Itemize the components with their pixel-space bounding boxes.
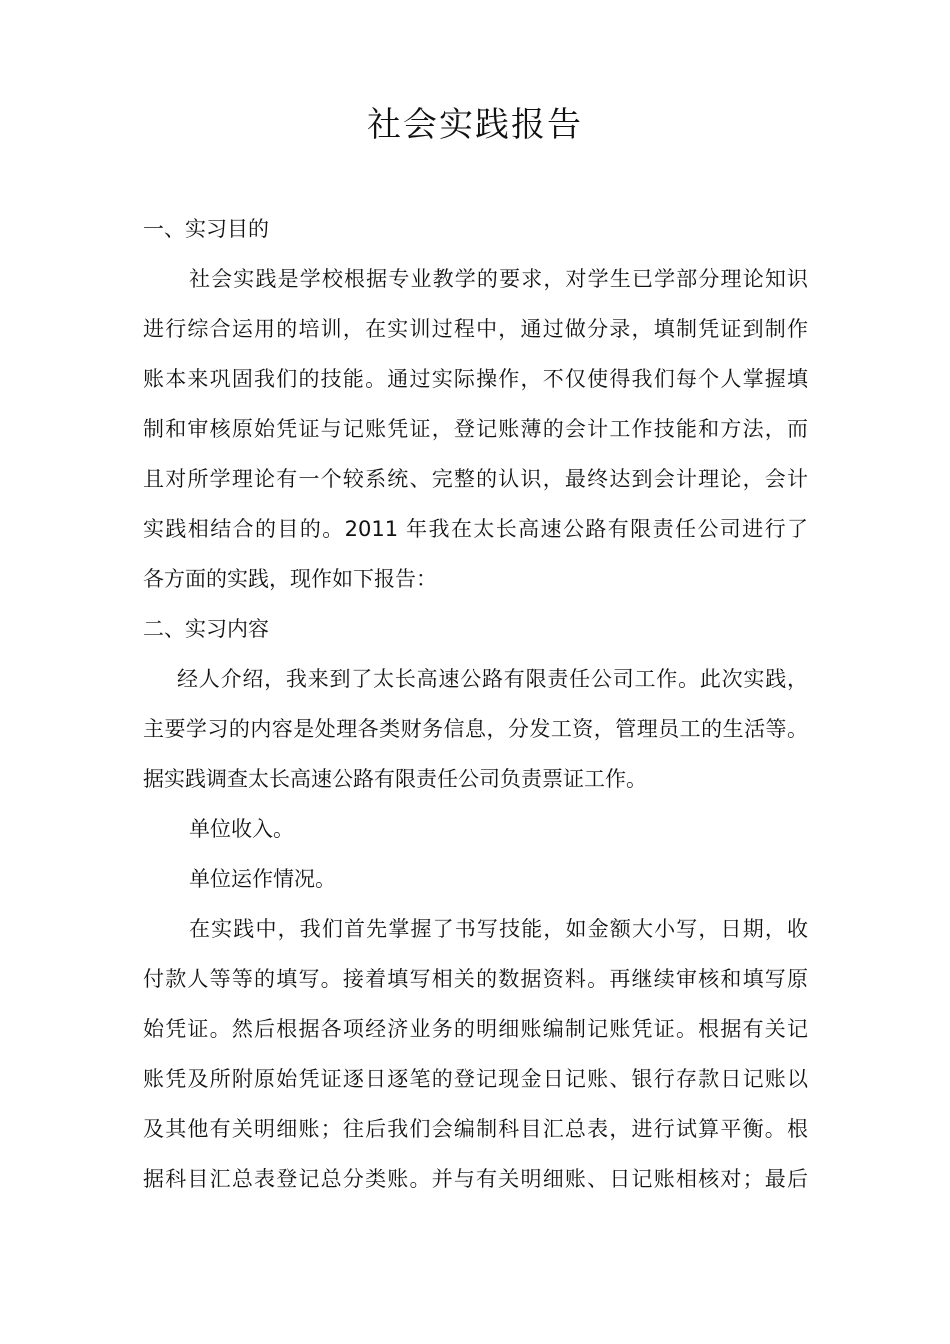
paragraph-line: 在实践中，我们首先掌握了书写技能，如金额大小写，日期，收 xyxy=(189,917,808,941)
paragraph-line: 且对所学理论有一个较系统、完整的认识，最终达到会计理论，会计 xyxy=(143,467,808,491)
paragraph-line: 据科目汇总表登记总分类账。并与有关明细账、日记账相核对；最后 xyxy=(143,1167,808,1191)
paragraph-line: 各方面的实践，现作如下报告： xyxy=(143,567,437,591)
paragraph-line: 单位运作情况。 xyxy=(189,867,336,891)
paragraph-line: 经人介绍，我来到了太长高速公路有限责任公司工作。此次实践， xyxy=(177,667,808,691)
paragraph-line: 制和审核原始凭证与记账凭证，登记账薄的会计工作技能和方法，而 xyxy=(143,417,808,441)
paragraph-line: 实践相结合的目的。2011 年我在太长高速公路有限责任公司进行了 xyxy=(143,517,808,541)
paragraph-line: 主要学习的内容是处理各类财务信息，分发工资，管理员工的生活等。 xyxy=(143,717,808,741)
section-heading-content: 二、实习内容 xyxy=(143,617,269,641)
document-title: 社会实践报告 xyxy=(367,105,583,145)
paragraph-line: 据实践调查太长高速公路有限责任公司负责票证工作。 xyxy=(143,767,647,791)
paragraph-line: 付款人等等的填写。接着填写相关的数据资料。再继续审核和填写原 xyxy=(143,967,808,991)
paragraph-line: 始凭证。然后根据各项经济业务的明细账编制记账凭证。根据有关记 xyxy=(143,1017,808,1041)
paragraph-line: 账凭及所附原始凭证逐日逐笔的登记现金日记账、银行存款日记账以 xyxy=(143,1067,808,1091)
section-heading-purpose: 一、实习目的 xyxy=(143,217,269,241)
paragraph-line: 单位收入。 xyxy=(189,817,294,841)
paragraph-line: 进行综合运用的培训，在实训过程中，通过做分录，填制凭证到制作 xyxy=(143,317,808,341)
paragraph-line: 社会实践是学校根据专业教学的要求，对学生已学部分理论知识 xyxy=(189,267,808,291)
paragraph-line: 账本来巩固我们的技能。通过实际操作，不仅使得我们每个人掌握填 xyxy=(143,367,808,391)
paragraph-line: 及其他有关明细账；往后我们会编制科目汇总表，进行试算平衡。根 xyxy=(143,1117,808,1141)
document-body xyxy=(143,204,808,1204)
